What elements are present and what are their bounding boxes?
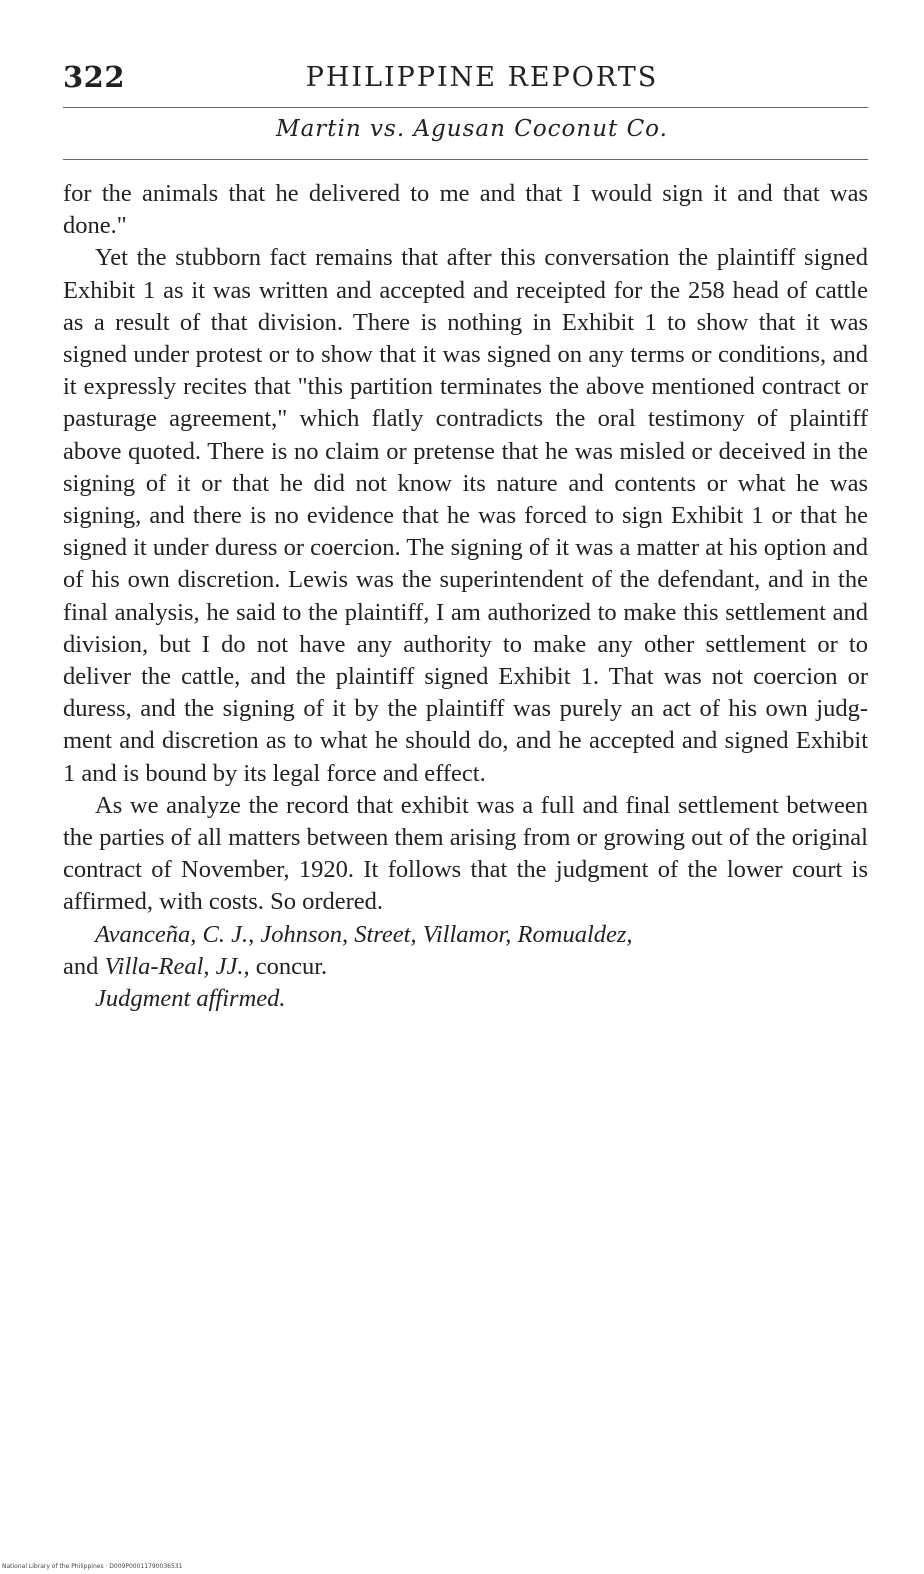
running-head: PHILIPPINE REPORTS bbox=[305, 62, 659, 93]
paragraph: Yet the stubborn fact remains that after this conversation the plaintiff signed Exhibit 1 as it was written and accepted and receipted for the 258 head of cattle as a result of that division. There is nothing in Exhibit 1 to show that it was signed under protest or to show that it was signed on any terms or conditions, and it expressly recites that "this partition terminates the above mentioned contract or pasturage agreement," which flatly contradicts the oral testimony of plaintiff above quoted. There is no claim or pretense that he was misled or deceived in the signing of it or that he did not know its nature and contents or what he was signing, and there is no evidence that he was forced to sign Exhibit 1 or that he signed it under duress or coercion. The signing of it was a matter at his option and of his own discretion. Lewis was the superintendent of the defendant, and in the final analysis, he said to the plaintiff, I am authorized to make this settlement and division, but I do not have any authority to make any other settlement or to deliver the cattle, and the plaintiff signed Exhibit 1. That was not coercion or duress, and the signing of it by the plaintiff was purely an act of his own judgment and discretion as to what he should do, and he accepted and signed Exhibit 1 and is bound by its legal force and effect. bbox=[63, 244, 868, 787]
concurrence bbox=[63, 919, 868, 951]
concur-and: and bbox=[63, 952, 99, 980]
source-note: National Library of the Philippines · D009P00011790036531 bbox=[2, 1563, 183, 1570]
paragraph-continuation: for the animals that he delivered to me and that I would sign it and that was done." bbox=[63, 180, 868, 240]
concurring-justices-2: Villa-Real, JJ., bbox=[104, 952, 250, 980]
paragraph-conclusion: As we analyze the record that exhibit was a full and final settlement between the parties of all matters between them arising from or growing out of the original contract of November, 1920. It follows that the judgment of the lower court is affirmed, with costs. So ordered. bbox=[63, 791, 868, 916]
disposition: Judgment affirmed. bbox=[95, 985, 286, 1013]
header-rule-lower bbox=[63, 159, 868, 160]
case-title: Martin vs. Agusan Coconut Co. bbox=[276, 116, 668, 142]
page-number: 322 bbox=[63, 60, 126, 94]
concurring-justices: Avanceña, C. J., Johnson, Street, Villamor, Romualdez, bbox=[95, 920, 633, 948]
concur-word: concur. bbox=[255, 952, 328, 980]
opinion-text bbox=[63, 178, 868, 1015]
concurrence-continued bbox=[63, 951, 868, 983]
header-rule bbox=[63, 107, 868, 108]
